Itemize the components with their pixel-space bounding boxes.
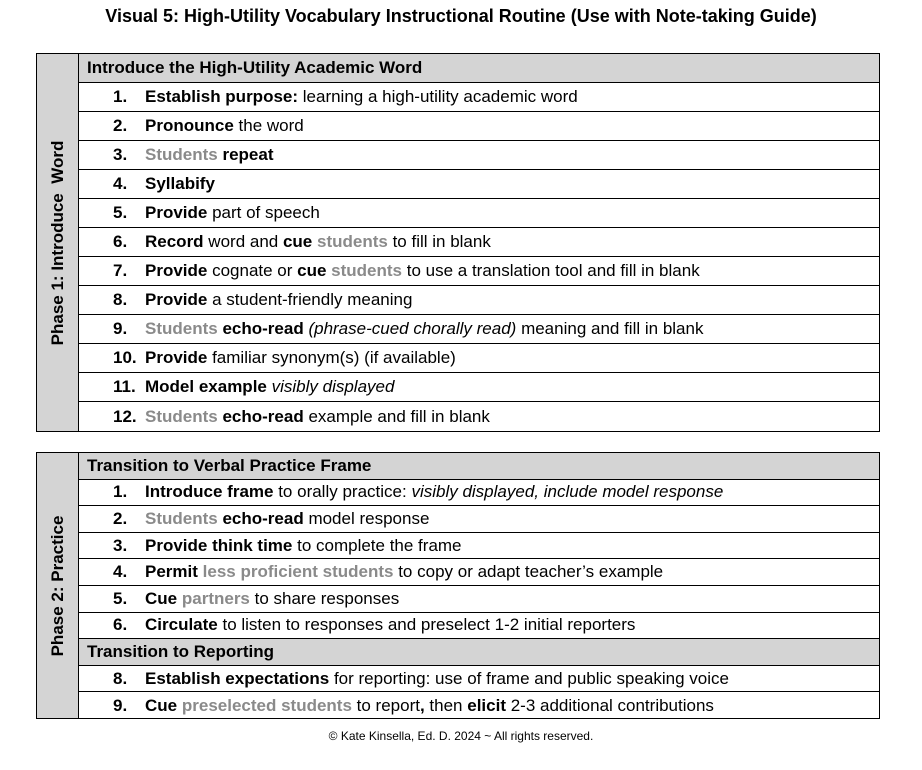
step-text: partners — [181, 588, 250, 608]
step-number: 2. — [113, 116, 128, 135]
step-text: 2-3 additional contributions — [506, 695, 714, 715]
step-text: echo-read — [222, 406, 304, 426]
step-text: model response — [303, 508, 430, 528]
step-text: elicit — [467, 695, 506, 715]
step-text: Students — [145, 406, 218, 426]
step-text: Introduce frame — [145, 482, 274, 502]
step-text: Students — [145, 508, 218, 528]
step-text: Students — [145, 319, 218, 338]
step-row — [79, 83, 879, 112]
phase-1-side-panel — [37, 54, 79, 431]
step-text: cognate or — [207, 261, 298, 280]
step-text: to fill in blank — [387, 232, 491, 251]
step-text: Cue — [145, 695, 178, 715]
step-number: 10. — [113, 348, 137, 367]
step-row — [79, 286, 879, 315]
phase-2-side-panel — [37, 453, 79, 718]
step-number: 3. — [113, 535, 128, 555]
step-text: Provide think time — [145, 535, 293, 555]
step-row — [79, 506, 879, 533]
step-text: (phrase-cued chorally read) — [308, 319, 517, 338]
step-text: Permit — [145, 562, 198, 582]
step-number: 8. — [113, 668, 128, 688]
step-text: Students — [145, 145, 218, 164]
step-row — [79, 373, 879, 402]
step-text: Circulate — [145, 615, 218, 635]
step-number: 4. — [113, 174, 128, 193]
step-number: 4. — [113, 562, 128, 582]
step-text: visibly displayed — [271, 377, 395, 396]
step-row — [79, 613, 879, 640]
phase-1-header: Introduce the High-Utility Academic Word — [79, 54, 879, 83]
step-text: meaning and fill in blank — [516, 319, 704, 338]
step-number: 9. — [113, 695, 128, 715]
phase-2-table — [36, 452, 880, 719]
step-text: visibly displayed, include model response — [411, 482, 724, 502]
step-number: 1. — [113, 87, 128, 106]
step-text: to complete the frame — [292, 535, 462, 555]
step-text: to listen to responses and preselect 1-2 initial reporters — [217, 615, 636, 635]
step-text: Pronounce — [145, 116, 234, 135]
step-row — [79, 170, 879, 199]
step-number: 1. — [113, 482, 128, 502]
step-row — [79, 141, 879, 170]
step-row — [79, 402, 879, 431]
step-text: Provide — [145, 203, 208, 222]
step-text: Establish expectations — [145, 668, 330, 688]
step-text: familiar synonym(s) (if available) — [207, 348, 456, 367]
step-number: 6. — [113, 232, 128, 251]
phase-2-section-header: Transition to Reporting — [79, 639, 879, 666]
step-row — [79, 692, 879, 719]
step-text: Cue — [145, 588, 178, 608]
step-text: Establish purpose: — [145, 87, 299, 106]
phase-1-label: Phase 1: Introduce Word — [47, 140, 67, 345]
step-text: for reporting: use of frame and public speaking voice — [329, 668, 729, 688]
step-text: cue — [297, 261, 327, 280]
step-number: 7. — [113, 261, 128, 280]
step-row — [79, 480, 879, 507]
step-text: part of speech — [207, 203, 320, 222]
step-text: then — [424, 695, 468, 715]
phase-2-rows — [79, 453, 879, 719]
step-text: learning a high-utility academic word — [298, 87, 578, 106]
phase-1-table — [36, 53, 880, 432]
copyright-footer: © Kate Kinsella, Ed. D. 2024 ~ All rights reserved. — [328, 729, 594, 743]
step-text: Syllabify — [145, 174, 215, 193]
step-text: students — [317, 232, 388, 251]
step-text: , — [419, 695, 425, 715]
step-text: to orally practice: — [273, 482, 412, 502]
step-number: 3. — [113, 145, 128, 164]
step-text: students — [331, 261, 403, 280]
step-text: repeat — [222, 145, 274, 164]
step-text: to report — [351, 695, 420, 715]
phase-1-rows — [79, 54, 879, 431]
step-text: Provide — [145, 348, 208, 367]
step-row — [79, 228, 879, 257]
step-number: 8. — [113, 290, 128, 309]
step-row — [79, 559, 879, 586]
step-text: word and — [203, 232, 283, 251]
page-title: Visual 5: High-Utility Vocabulary Instructional Routine (Use with Note-taking Guide) — [105, 6, 817, 26]
step-text: echo-read — [222, 319, 304, 338]
step-row — [79, 586, 879, 613]
step-row — [79, 666, 879, 693]
step-number: 11. — [113, 377, 136, 396]
step-number: 5. — [113, 588, 128, 608]
step-row — [79, 257, 879, 286]
step-text: to use a translation tool and fill in blank — [402, 261, 700, 280]
step-row — [79, 344, 879, 373]
step-text: the word — [233, 116, 304, 135]
phase-2-section-header: Transition to Verbal Practice Frame — [79, 453, 879, 480]
step-row — [79, 533, 879, 560]
step-number: 2. — [113, 508, 128, 528]
step-text: to share responses — [249, 588, 400, 608]
step-text: Provide — [145, 290, 208, 309]
step-text: Record — [145, 232, 204, 251]
step-text: Provide — [145, 261, 208, 280]
step-text: to copy or adapt teacher’s example — [393, 562, 664, 582]
phase-2-label: Phase 2: Practice — [47, 515, 67, 656]
step-row — [79, 199, 879, 228]
step-number: 9. — [113, 319, 128, 338]
step-row — [79, 112, 879, 141]
step-text: cue — [282, 232, 313, 251]
step-number: 12. — [113, 406, 137, 426]
step-row — [79, 315, 879, 344]
step-text: a student-friendly meaning — [207, 290, 413, 309]
step-text: preselected students — [181, 695, 352, 715]
step-text: echo-read — [222, 508, 304, 528]
step-number: 6. — [113, 615, 128, 635]
step-text: less proficient students — [202, 562, 394, 582]
step-text: example and fill in blank — [303, 406, 490, 426]
step-number: 5. — [113, 203, 128, 222]
step-text: Model example — [145, 377, 267, 396]
